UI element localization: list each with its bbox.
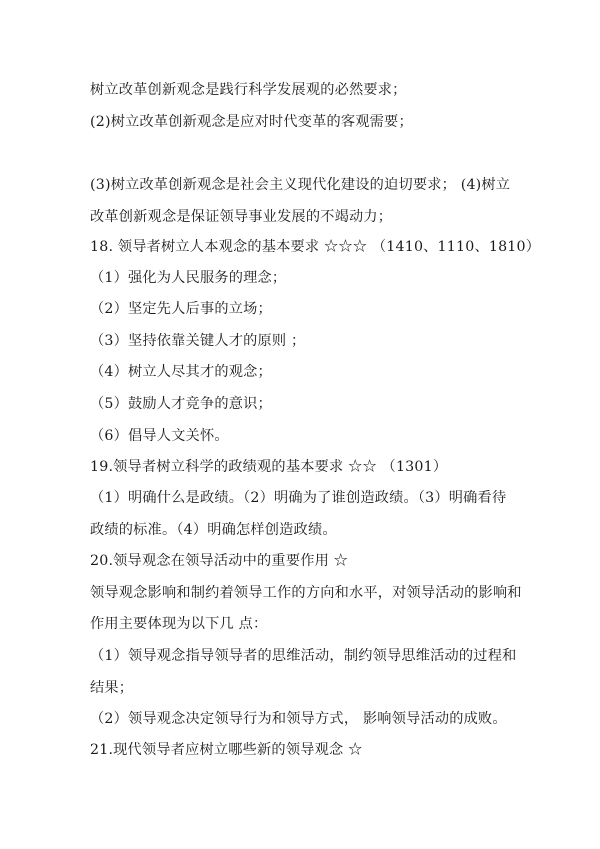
question-heading: 21.现代领导者应树立哪些新的领导观念 ☆ bbox=[90, 742, 363, 758]
text-line: （1）领导观念指导领导者的思维活动，制约领导思维活动的过程和 bbox=[90, 648, 517, 664]
question-heading: 20.领导观念在领导活动中的重要作用 ☆ bbox=[90, 553, 349, 569]
text-line: (3)树立改革创新观念是社会主义现代化建设的迫切要求； (4)树立 bbox=[90, 177, 511, 193]
list-item: （2）坚定先人后事的立场； bbox=[90, 301, 272, 317]
question-heading: 18. 领导者树立人本观念的基本要求 ☆☆☆ （1410、1110、1810） bbox=[90, 239, 541, 255]
list-item: （1）强化为人民服务的理念； bbox=[90, 270, 287, 286]
text-line: （2）领导观念决定领导行为和领导方式， 影响领导活动的成败。 bbox=[90, 711, 507, 727]
text-line: 作用主要体现为以下几 点： bbox=[90, 616, 268, 632]
text-line: （1）明确什么是政绩。（2）明确为了谁创造政绩。（3）明确看待 bbox=[90, 490, 507, 506]
text-line: 改革创新观念是保证领导事业发展的不竭动力； bbox=[90, 209, 393, 225]
text-line: 树立改革创新观念是践行科学发展观的必然要求； bbox=[90, 82, 407, 98]
text-line: 政绩的标准。（4）明确怎样创造政绩。 bbox=[90, 522, 337, 538]
list-item: （4）树立人尽其才的观念； bbox=[90, 364, 272, 380]
text-line: 领导观念影响和制约着领导工作的方向和水平，对领导活动的影响和 bbox=[90, 585, 522, 601]
list-item: （3）坚持依靠关键人才的原则 ； bbox=[90, 333, 306, 349]
list-item: （6）倡导人文关怀。 bbox=[90, 428, 229, 444]
text-line: (2)树立改革创新观念是应对时代变革的客观需要； bbox=[90, 114, 413, 130]
text-line: 结果； bbox=[90, 680, 134, 696]
list-item: （5）鼓励人才竞争的意识； bbox=[90, 396, 272, 412]
question-heading: 19.领导者树立科学的政绩观的基本要求 ☆☆ （1301） bbox=[90, 459, 448, 475]
